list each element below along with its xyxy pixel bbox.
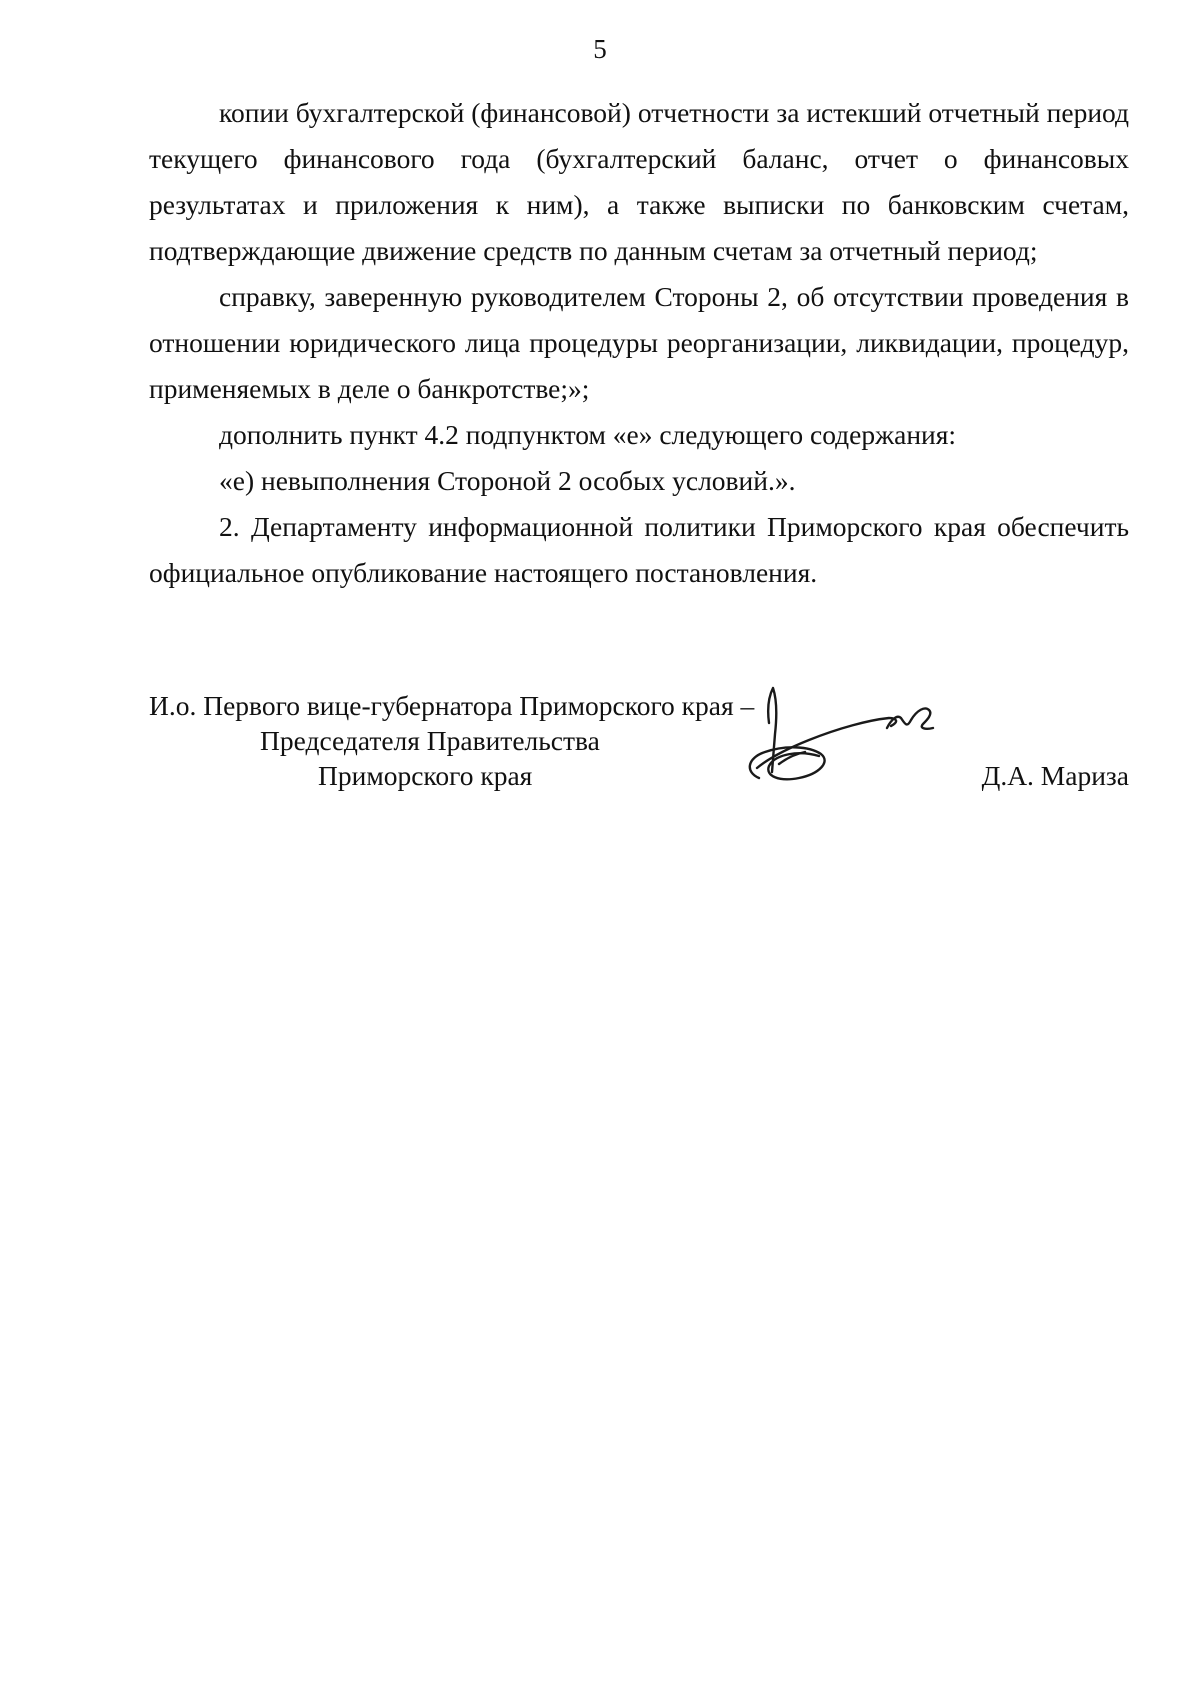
paragraph-publication: 2. Департаменту информационной политики Приморского края обеспечить официальное опубликование настоящего постановления. [149,511,1129,588]
paragraph-subclause-e: «е) невыполнения Стороной 2 особых условий.». [219,465,796,496]
signatory-name: Д.А. Мариза [981,760,1129,791]
paragraph-financial-statements: копии бухгалтерской (финансовой) отчетности за истекший отчетный период текущего финансового года (бухгалтерский баланс, отчет о финансовых результатах и приложения к ним), а также выписки по банковским счетам, подтверждающие движение средств по данным счетам за отчетный период; [149,97,1129,266]
signatory-title-line-1: И.о. Первого вице-губернатора Приморского края – [149,690,755,721]
signatory-title-line-2: Председателя Правительства [260,725,600,756]
handwritten-signature [739,668,949,790]
document-body [149,90,1129,596]
paragraph-add-subclause: дополнить пункт 4.2 подпунктом «е» следующего содержания: [219,419,957,450]
page-number: 5 [593,34,607,64]
paragraph-certificate: справку, заверенную руководителем Стороны 2, об отсутствии проведения в отношении юридического лица процедуры реорганизации, ликвидации, процедур, применяемых в деле о банкротстве;»; [149,281,1129,404]
signatory-title-line-3: Приморского края [318,760,533,791]
signature-block [149,690,1129,810]
